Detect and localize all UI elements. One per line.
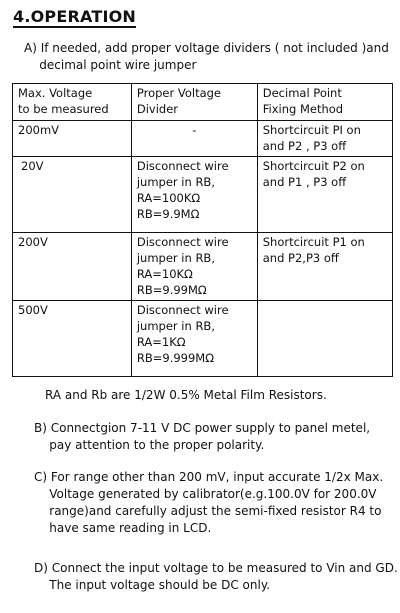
cell-max-voltage: 500V: [13, 301, 132, 377]
instruction-d: D) Connect the input voltage to be measured to Vin and GD. The input voltage should be DC only.: [34, 561, 398, 592]
table-row: [13, 121, 393, 157]
header-voltage-divider: Proper Voltage Divider: [131, 84, 257, 121]
section-heading: 4.OPERATION: [13, 7, 136, 26]
table-row: [13, 233, 393, 301]
cell-decimal-method: Shortcircuit P2 on and P1 , P3 off: [257, 157, 392, 233]
cell-max-voltage: 20V: [13, 157, 132, 233]
instruction-c: C) For range other than 200 mV, input accurate 1/2x Max. Voltage generated by calibrator(e.g.100.0V for 200.0V range)and carefully adjust the semi-fixed resistor R4 to have same reading in LCD.: [34, 470, 384, 535]
resistor-note: RA and Rb are 1/2W 0.5% Metal Film Resistors.: [45, 388, 327, 402]
header-max-voltage: Max. Voltage to be measured: [13, 84, 132, 121]
instruction-a: A) If needed, add proper voltage dividers ( not included )and decimal point wire jumper: [24, 41, 389, 72]
cell-divider: Disconnect wire jumper in RB, RA=1KΩ RB=9.999MΩ: [131, 301, 257, 377]
voltage-divider-table: [12, 83, 393, 377]
cell-divider: Disconnect wire jumper in RB, RA=10KΩ RB=9.99MΩ: [131, 233, 257, 301]
table-row: [13, 157, 393, 233]
table-header-row: [13, 84, 393, 121]
table-row: [13, 301, 393, 377]
cell-decimal-method: Shortcircuit PI on and P2 , P3 off: [257, 121, 392, 157]
cell-divider: -: [131, 121, 257, 157]
cell-max-voltage: 200V: [13, 233, 132, 301]
cell-max-voltage: 200mV: [13, 121, 132, 157]
instruction-b: B) Connectgion 7-11 V DC power supply to panel metel, pay attention to the proper polarity.: [34, 421, 371, 452]
header-decimal-point: Decimal Point Fixing Method: [257, 84, 392, 121]
cell-decimal-method: Shortcircuit P1 on and P2,P3 off: [257, 233, 392, 301]
cell-decimal-method: [257, 301, 392, 377]
cell-divider: Disconnect wire jumper in RB, RA=100KΩ RB=9.9MΩ: [131, 157, 257, 233]
